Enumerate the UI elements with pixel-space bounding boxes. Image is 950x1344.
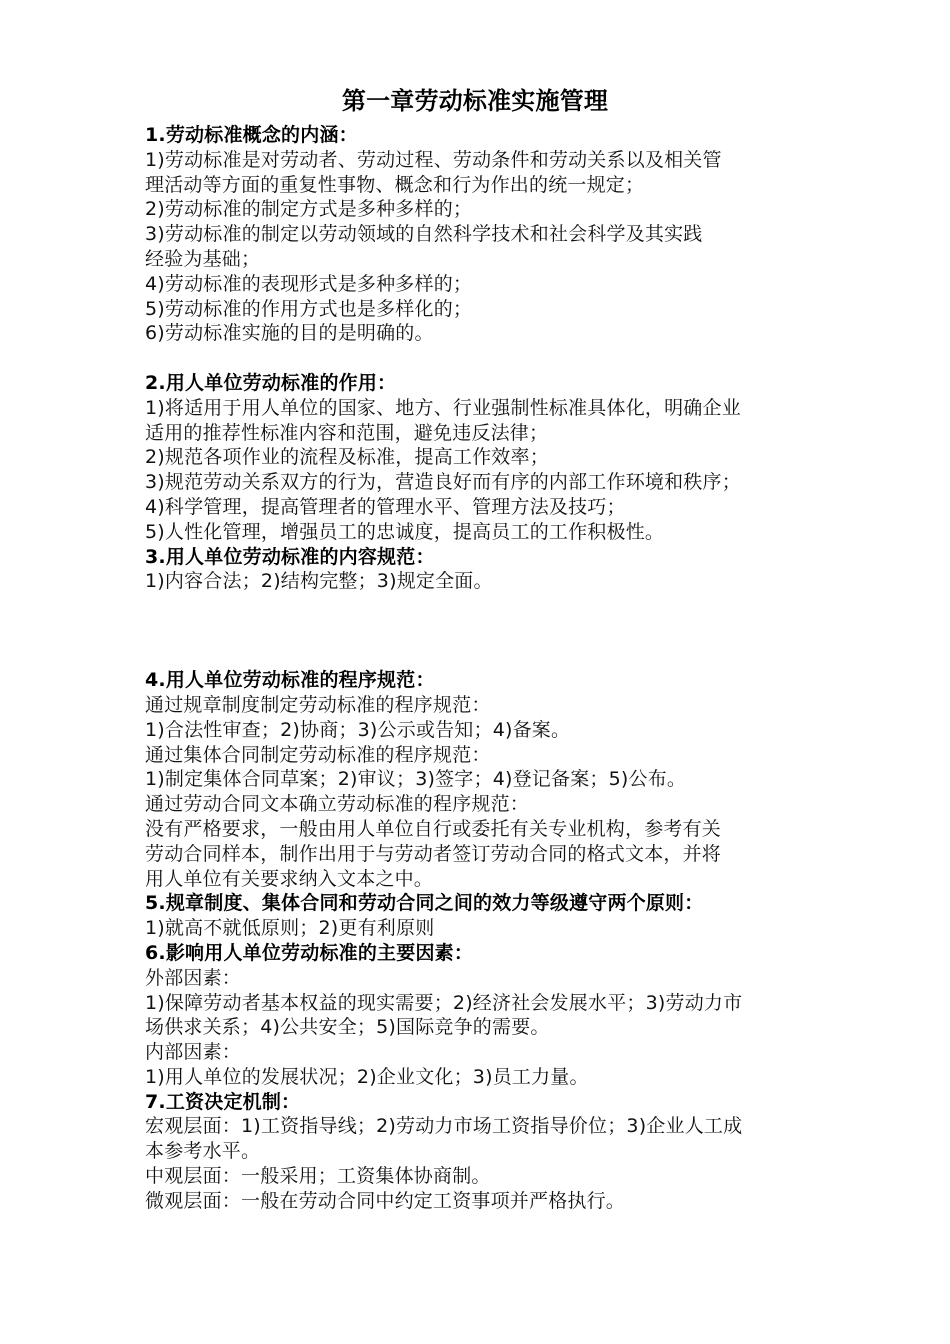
paragraph-line: 场供求关系；4)公共安全；5)国际竞争的需要。 bbox=[145, 1016, 550, 1039]
section-heading: 2.用人单位劳动标准的作用： bbox=[145, 371, 397, 394]
section-heading: 4.用人单位劳动标准的程序规范： bbox=[145, 669, 435, 692]
paragraph-line: 2)劳动标准的制定方式是多种多样的； bbox=[145, 198, 473, 221]
paragraph-line: 经验为基础； bbox=[145, 247, 261, 270]
paragraph-line: 通过劳动合同文本确立劳动标准的程序规范： bbox=[145, 793, 530, 816]
paragraph-line: 1)将适用于用人单位的国家、地方、行业强制性标准具体化，明确企业 bbox=[145, 396, 741, 419]
section-1 bbox=[145, 123, 825, 346]
paragraph-line: 中观层面：一般采用；工资集体协商制。 bbox=[145, 1165, 491, 1188]
blank-gap bbox=[145, 594, 825, 668]
section-5 bbox=[145, 891, 825, 941]
paragraph-line: 1)保障劳动者基本权益的现实需要；2)经济社会发展水平；3)劳动力市 bbox=[145, 991, 743, 1014]
document-title: 第一章劳动标准实施管理 bbox=[341, 87, 609, 115]
paragraph-line: 1)就高不就低原则；2)更有利原则 bbox=[145, 917, 435, 940]
paragraph-line: 1)劳动标准是对劳动者、劳动过程、劳动条件和劳动关系以及相关管 bbox=[145, 148, 722, 171]
paragraph-line: 2)规范各项作业的流程及标准，提高工作效率； bbox=[145, 446, 549, 469]
paragraph-line: 5)劳动标准的作用方式也是多样化的； bbox=[145, 297, 473, 320]
paragraph-line: 没有严格要求，一般由用人单位自行或委托有关专业机构，参考有关 bbox=[145, 817, 722, 840]
paragraph-line: 5)人性化管理，增强员工的忠诚度，提高员工的工作积极性。 bbox=[145, 520, 665, 543]
section-heading: 6.影响用人单位劳动标准的主要因素： bbox=[145, 941, 474, 964]
blank-line bbox=[145, 346, 825, 371]
section-6 bbox=[145, 941, 825, 1090]
paragraph-line: 1)内容合法；2)结构完整；3)规定全面。 bbox=[145, 570, 493, 593]
section-4 bbox=[145, 668, 825, 891]
paragraph-line: 1)合法性审查；2)协商；3)公示或告知；4)备案。 bbox=[145, 718, 571, 741]
paragraph-line: 1)制定集体合同草案；2)审议；3)签字；4)登记备案；5)公布。 bbox=[145, 768, 687, 791]
paragraph-line: 劳动合同样本，制作出用于与劳动者签订劳动合同的格式文本，并将 bbox=[145, 842, 722, 865]
paragraph-line: 适用的推荐性标准内容和范围，避免违反法律； bbox=[145, 421, 549, 444]
section-heading: 3.用人单位劳动标准的内容规范： bbox=[145, 545, 435, 568]
paragraph-line: 微观层面：一般在劳动合同中约定工资事项并严格执行。 bbox=[145, 1189, 626, 1212]
paragraph-line: 1)用人单位的发展状况；2)企业文化；3)员工力量。 bbox=[145, 1065, 589, 1088]
paragraph-line: 外部因素： bbox=[145, 966, 242, 989]
paragraph-line: 通过规章制度制定劳动标准的程序规范： bbox=[145, 693, 491, 716]
section-heading: 1.劳动标准概念的内涵： bbox=[145, 124, 358, 146]
paragraph-line: 用人单位有关要求纳入文本之中。 bbox=[145, 867, 434, 890]
paragraph-line: 6)劳动标准实施的目的是明确的。 bbox=[145, 322, 434, 345]
paragraph-line: 通过集体合同制定劳动标准的程序规范： bbox=[145, 743, 491, 766]
document-page bbox=[145, 0, 825, 1214]
section-3 bbox=[145, 545, 825, 595]
section-heading: 7.工资决定机制： bbox=[145, 1090, 301, 1113]
paragraph-line: 3)劳动标准的制定以劳动领域的自然科学技术和社会科学及其实践 bbox=[145, 223, 703, 246]
paragraph-line: 理活动等方面的重复性事物、概念和行为作出的统一规定； bbox=[145, 173, 645, 196]
section-2 bbox=[145, 371, 825, 545]
paragraph-line: 本参考水平。 bbox=[145, 1140, 261, 1163]
paragraph-line: 4)劳动标准的表现形式是多种多样的； bbox=[145, 272, 473, 295]
paragraph-line: 4)科学管理，提高管理者的管理水平、管理方法及技巧； bbox=[145, 495, 626, 518]
paragraph-line: 内部因素： bbox=[145, 1041, 242, 1064]
section-heading: 5.规章制度、集体合同和劳动合同之间的效力等级遵守两个原则： bbox=[145, 892, 704, 915]
section-7 bbox=[145, 1090, 825, 1214]
paragraph-line: 宏观层面：1)工资指导线；2)劳动力市场工资指导价位；3)企业人工成 bbox=[145, 1115, 743, 1138]
paragraph-line: 3)规范劳动关系双方的行为，营造良好而有序的内部工作环境和秩序； bbox=[145, 471, 741, 494]
